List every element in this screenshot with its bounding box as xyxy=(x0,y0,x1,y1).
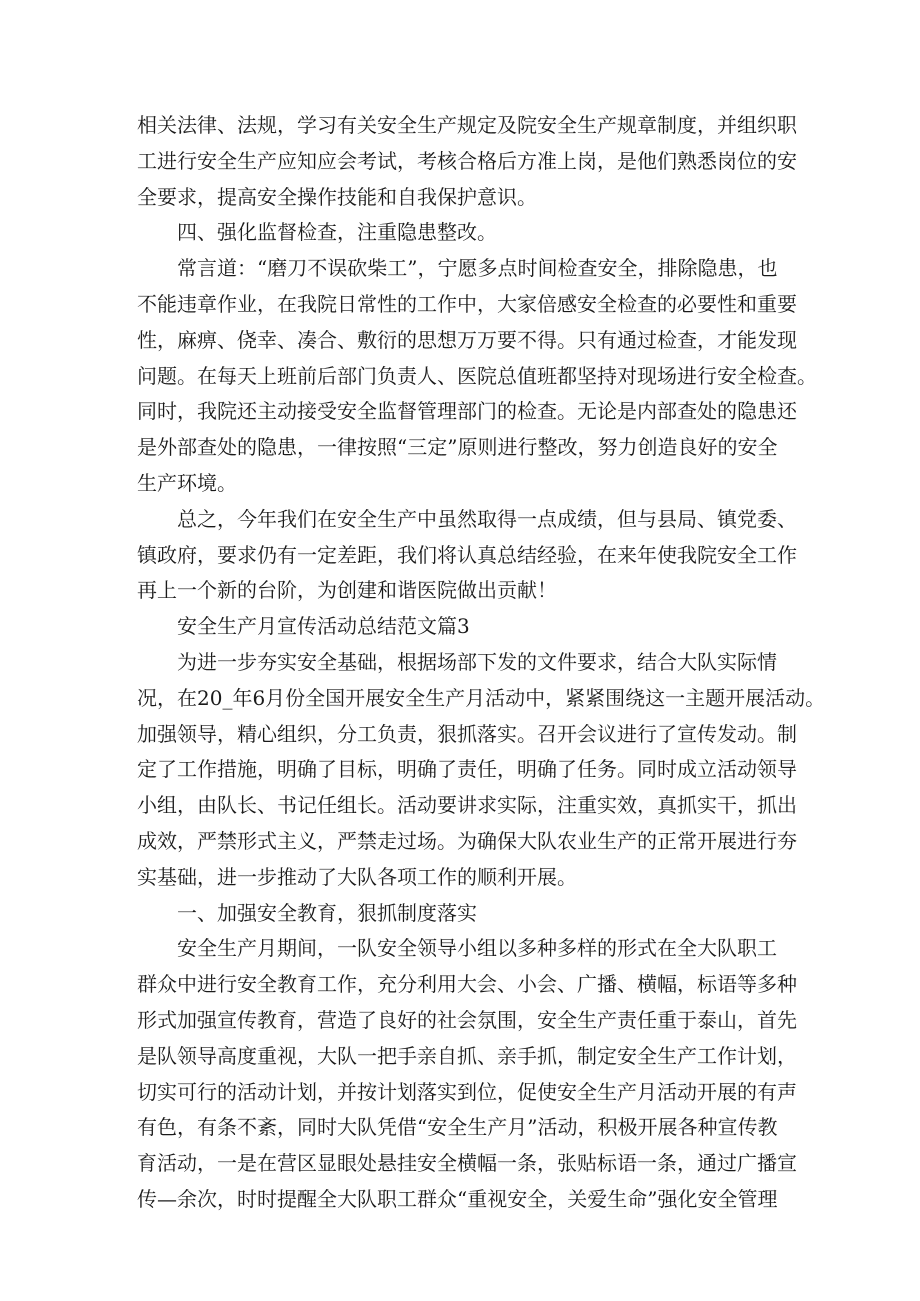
text-line: 有色，有条不紊，同时大队凭借“安全生产月”活动，积极开展各种宣传教 xyxy=(137,1115,778,1140)
text-line: 四、强化监督检查，注重隐患整改。 xyxy=(177,220,497,245)
text-line: 成效，严禁形式主义，严禁走过场。为确保大队农业生产的正常开展进行夯 xyxy=(137,828,797,853)
text-line: 同时，我院还主动接受安全监督管理部门的检查。无论是内部查处的隐患还 xyxy=(137,399,797,424)
text-line: 况，在20_年6月份全国开展安全生产月活动中，紧紧围绕这一主题开展活动。 xyxy=(137,685,826,710)
text-line: 总之，今年我们在安全生产中虽然取得一点成绩，但与县局、镇党委、 xyxy=(177,506,797,531)
text-line: 实基础，进一步推动了大队各项工作的顺利开展。 xyxy=(137,864,577,889)
text-line: 一、加强安全教育，狠抓制度落实 xyxy=(177,900,477,925)
text-line: 切实可行的活动计划，并按计划落实到位，促使安全生产月活动开展的有声 xyxy=(137,1079,797,1104)
text-line: 传—余次，时时提醒全大队职工群众“重视安全，关爱生命”强化安全管理 xyxy=(137,1186,778,1211)
text-line: 育活动，一是在营区显眼处悬挂安全横幅一条，张贴标语一条，通过广播宣 xyxy=(137,1151,797,1176)
text-line: 相关法律、法规，学习有关安全生产规定及院安全生产规章制度，并组织职 xyxy=(137,113,797,137)
text-line: 形式加强宣传教育，营造了良好的社会氛围，安全生产责任重于泰山，首先 xyxy=(137,1007,797,1032)
text-line: 性，麻痹、侥幸、凑合、敷衍的思想万万要不得。只有通过检查，才能发现 xyxy=(137,327,797,352)
text-line: 工进行安全生产应知应会考试，考核合格后方准上岗，是他们熟悉岗位的安 xyxy=(137,148,797,173)
text-line: 再上一个新的台阶，为创建和谐医院做出贡献！ xyxy=(137,578,557,603)
text-line: 小组，由队长、书记任组长。活动要讲求实际，注重实效，真抓实干，抓出 xyxy=(137,793,797,818)
text-line: 生产环境。 xyxy=(137,470,237,495)
text-line: 安全生产月宣传活动总结范文篇3 xyxy=(177,614,470,639)
text-line: 群众中进行安全教育工作，充分利用大会、小会、广播、横幅，标语等多种 xyxy=(137,972,797,997)
text-line: 是外部查处的隐患，一律按照“三定”原则进行整改，努力创造良好的安全 xyxy=(137,435,778,460)
text-line: 常言道：“磨刀不误砍柴工”，宁愿多点时间检查安全，排除隐患，也 xyxy=(177,256,778,281)
text-line: 加强领导，精心组织，分工负责，狠抓落实。召开会议进行了宣传发动。制 xyxy=(137,721,797,746)
text-line: 定了工作措施，明确了目标，明确了责任，明确了任务。同时成立活动领导 xyxy=(137,757,797,782)
text-line: 是队领导高度重视，大队一把手亲自抓、亲手抓，制定安全生产工作计划， xyxy=(137,1043,797,1068)
text-line: 安全生产月期间，一队安全领导小组以多种多样的形式在全大队职工 xyxy=(177,936,777,961)
text-line: 问题。在每天上班前后部门负责人、医院总值班都坚持对现场进行安全检查。 xyxy=(137,363,817,388)
text-line: 不能违章作业，在我院日常性的工作中，大家倍感安全检查的必要性和重要 xyxy=(137,291,797,316)
text-line: 为进一步夯实安全基础，根据场部下发的文件要求，结合大队实际情 xyxy=(177,649,777,674)
text-line: 全要求，提高安全操作技能和自我保护意识。 xyxy=(137,184,537,209)
text-line: 镇政府，要求仍有一定差距，我们将认真总结经验，在来年使我院安全工作 xyxy=(137,542,797,567)
document-body xyxy=(137,108,826,1218)
